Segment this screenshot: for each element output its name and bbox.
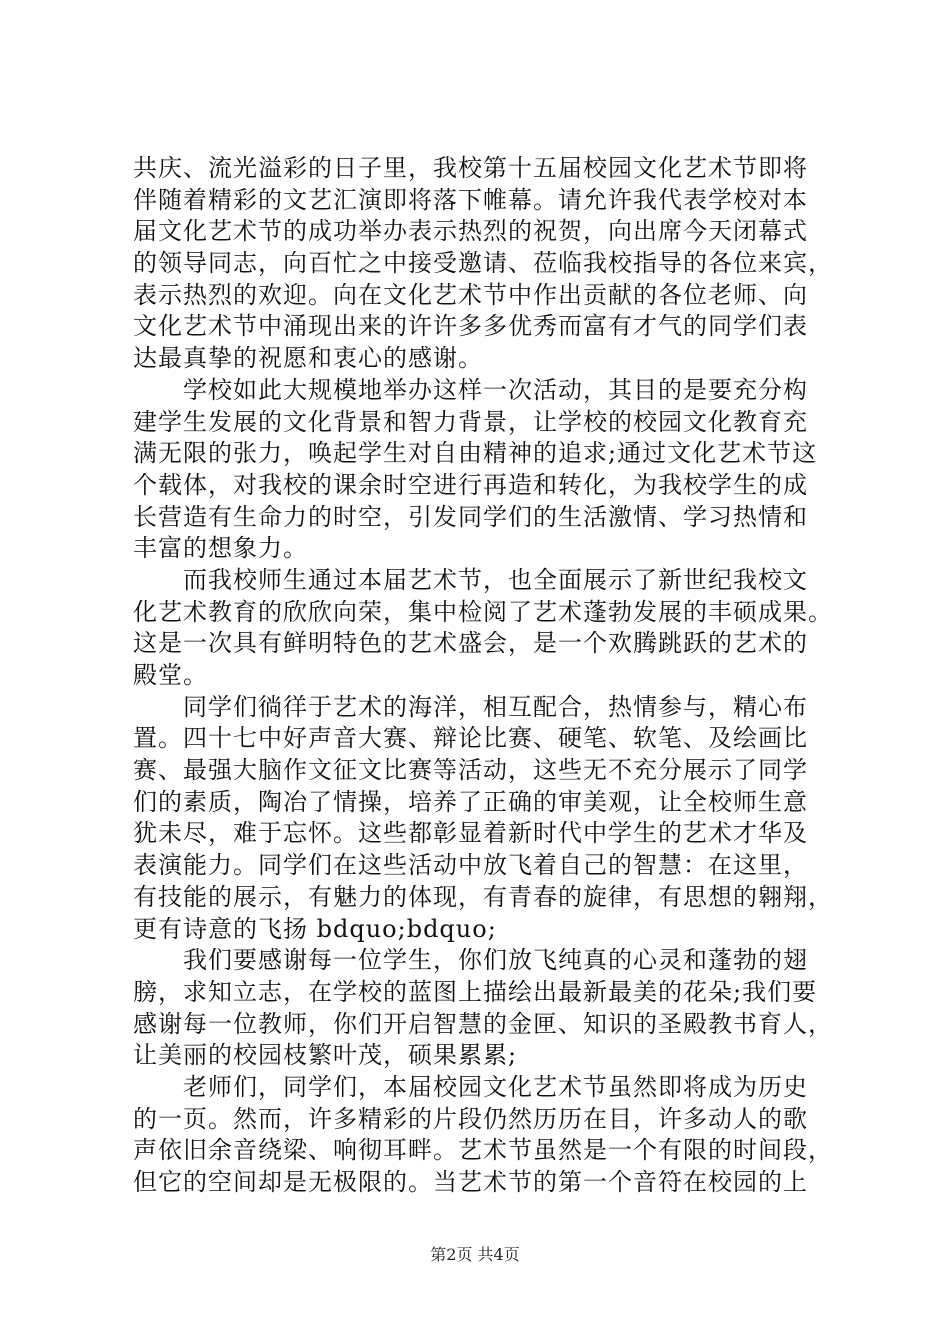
text-line: 个载体，对我校的课余时空进行再造和转化，为我校学生的成 [133, 470, 808, 499]
text-line: 建学生发展的文化背景和智力背景，让学校的校园文化教育充 [133, 407, 808, 436]
text-line: 届文化艺术节的成功举办表示热烈的祝贺，向出席今天闭幕式 [133, 217, 808, 246]
text-line: 达最真挚的祝愿和衷心的感谢。 [133, 344, 483, 373]
text-line: 的一页。然而，许多精彩的片段仍然历历在目，许多动人的歌 [133, 1104, 808, 1133]
text-line: 但它的空间却是无极限的。当艺术节的第一个音符在校园的上 [133, 1168, 808, 1196]
text-line: 我们要感谢每一位学生，你们放飞纯真的心灵和蓬勃的翅 [133, 946, 808, 975]
text-line: 赛、最强大脑作文征文比赛等活动，这些无不充分展示了同学 [133, 756, 808, 785]
text-line: 膀，求知立志，在学校的蓝图上描绘出最新最美的花朵;我们要 [133, 977, 818, 1006]
text-line: 们的素质，陶冶了情操，培养了正确的审美观，让全校师生意 [133, 787, 808, 816]
text-line: 声依旧余音绕梁、响彻耳畔。艺术节虽然是一个有限的时间段， [133, 1136, 833, 1165]
text-line: 学校如此大规模地举办这样一次活动，其目的是要充分构 [133, 375, 808, 404]
page-footer: 第2页 共4页 [430, 1245, 520, 1264]
text-line: 而我校师生通过本届艺术节，也全面展示了新世纪我校文 [133, 565, 808, 594]
document-body [133, 153, 833, 1199]
text-line: 殿堂。 [133, 661, 208, 689]
text-line: 老师们，同学们，本届校园文化艺术节虽然即将成为历史 [133, 1072, 808, 1101]
text-line: 置。四十七中好声音大赛、辩论比赛、硬笔、软笔、及绘画比 [133, 724, 808, 753]
text-line: 表示热烈的欢迎。向在文化艺术节中作出贡献的各位老师、向 [133, 280, 808, 309]
text-line: 同学们徜徉于艺术的海洋，相互配合，热情参与，精心布 [133, 692, 808, 721]
text-line: 文化艺术节中涌现出来的许许多多优秀而富有才气的同学们表 [133, 312, 808, 341]
text-line: 让美丽的校园枝繁叶茂，硕果累累; [133, 1041, 518, 1070]
text-line: 满无限的张力，唤起学生对自由精神的追求;通过文化艺术节这 [133, 439, 818, 468]
text-line: 感谢每一位教师，你们开启智慧的金匣、知识的圣殿教书育人， [133, 1009, 833, 1038]
text-line: 化艺术教育的欣欣向荣，集中检阅了艺术蓬勃发展的丰硕成果。 [133, 597, 833, 626]
text-line: 更有诗意的飞扬 bdquo;bdquo; [133, 914, 497, 943]
text-line: 表演能力。同学们在这些活动中放飞着自己的智慧：在这里， [133, 851, 808, 880]
text-line: 伴随着精彩的文艺汇演即将落下帷幕。请允许我代表学校对本 [133, 185, 808, 214]
text-line: 共庆、流光溢彩的日子里，我校第十五届校园文化艺术节即将 [133, 154, 808, 182]
text-line: 的领导同志，向百忙之中接受邀请、莅临我校指导的各位来宾， [133, 249, 833, 278]
text-line: 丰富的想象力。 [133, 534, 308, 563]
text-line: 这是一次具有鲜明特色的艺术盛会，是一个欢腾跳跃的艺术的 [133, 629, 808, 658]
text-line: 有技能的展示，有魅力的体现，有青春的旋律，有思想的翱翔， [133, 882, 833, 911]
text-line: 犹未尽，难于忘怀。这些都彰显着新时代中学生的艺术才华及 [133, 819, 808, 848]
text-line: 长营造有生命力的时空，引发同学们的生活激情、学习热情和 [133, 502, 808, 531]
